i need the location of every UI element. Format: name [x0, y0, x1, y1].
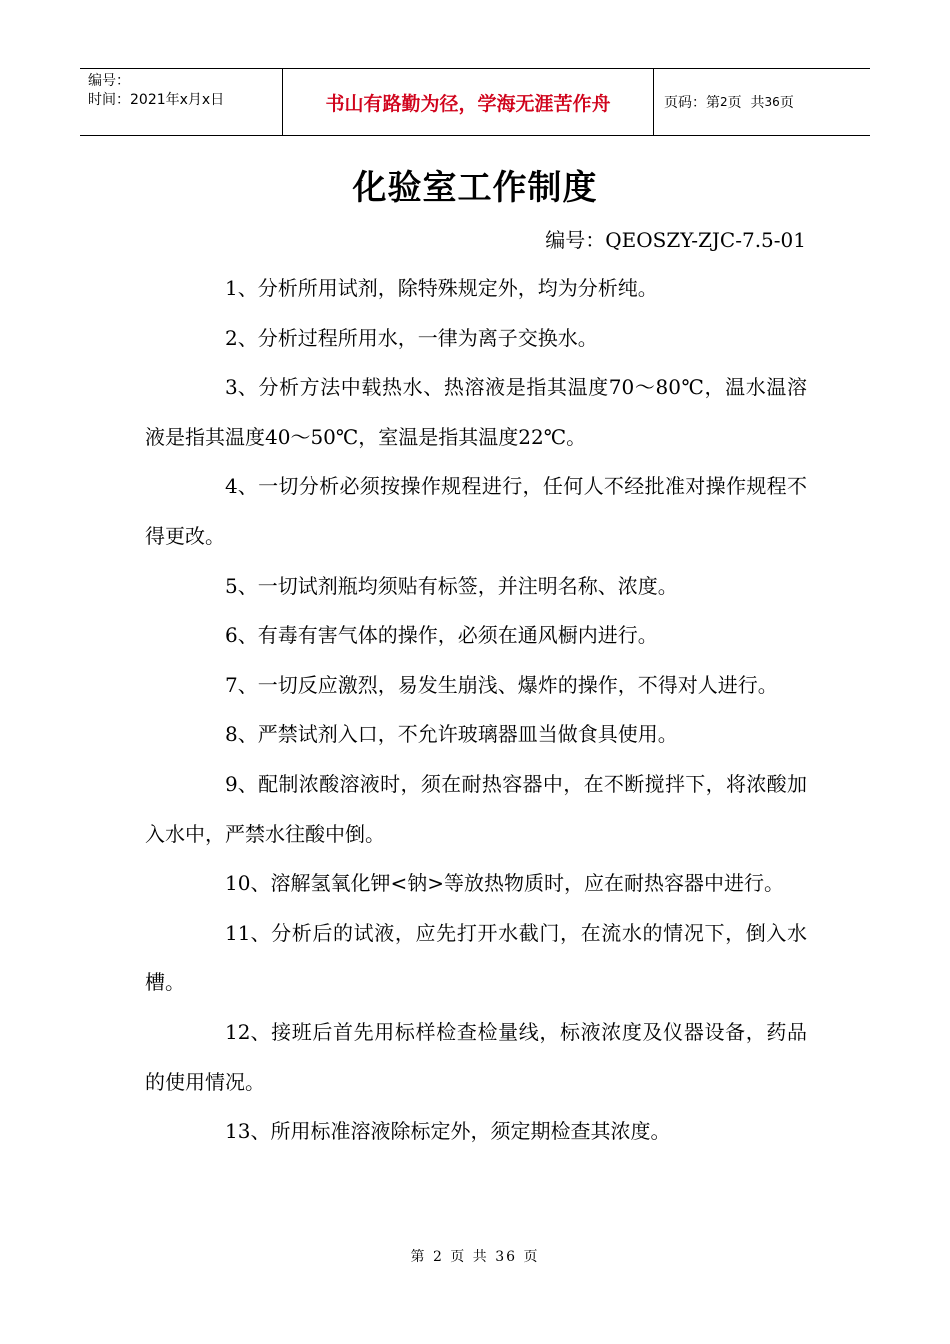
- list-item: [145, 562, 807, 612]
- item-text: 溶解氢氧化钾<钠>等放热物质时，应在耐热容器中进行。: [270, 871, 784, 896]
- item-text: 分析所用试剂，除特殊规定外，均为分析纯。: [257, 276, 658, 300]
- page-footer: 第 2 页 共 36 页: [410, 1249, 540, 1265]
- item-number: 6、: [225, 623, 258, 648]
- header-page-total: 36: [764, 95, 780, 109]
- item-number: 10、: [225, 871, 271, 896]
- list-item: [145, 1008, 807, 1107]
- item-number: 1、: [225, 276, 258, 300]
- list-item: [145, 611, 807, 661]
- list-item: [145, 661, 807, 711]
- item-text: 接班后首先用标样检查检量线，标液浓度及仪器设备，药品的使用情况。: [145, 1019, 807, 1094]
- header-page-current: 2: [720, 95, 728, 109]
- item-text: 分析方法中载热水、热溶液是指其温度70～80℃，温水温溶液是指其温度40～50℃，室温是指其温度22℃。: [145, 375, 807, 449]
- item-number: 12、: [225, 1019, 271, 1044]
- rules-list: [145, 264, 807, 1157]
- header-motto: 书山有路勤为径，学海无涯苦作舟: [282, 69, 654, 135]
- list-item: [145, 859, 807, 909]
- item-number: 9、: [225, 771, 258, 796]
- list-item: [145, 264, 807, 314]
- item-text: 严禁试剂入口，不允许玻璃器皿当做食具使用。: [257, 722, 678, 747]
- item-text: 一切反应激烈，易发生崩浅、爆炸的操作，不得对人进行。: [257, 672, 778, 697]
- document-number: 编号：QEOSZY-ZJC-7.5-01: [545, 228, 806, 252]
- item-text: 配制浓酸溶液时，须在耐热容器中，在不断搅拌下，将浓酸加入水中，严禁水往酸中倒。: [145, 771, 807, 846]
- list-item: [145, 314, 807, 364]
- list-item: [145, 909, 807, 1008]
- item-text: 分析过程所用水，一律为离子交换水。: [257, 325, 598, 350]
- item-text: 分析后的试液，应先打开水截门，在流水的情况下，倒入水槽。: [145, 920, 807, 995]
- item-number: 2、: [225, 325, 258, 350]
- list-item: [145, 462, 807, 561]
- list-item: [145, 363, 807, 462]
- item-number: 11、: [225, 920, 271, 945]
- item-number: 4、: [225, 474, 258, 499]
- item-text: 所用标准溶液除标定外，须定期检查其浓度。: [270, 1119, 671, 1144]
- header-page-label-b: 页 共: [727, 95, 765, 111]
- document-title: 化验室工作制度: [352, 168, 598, 208]
- item-text: 一切试剂瓶均须贴有标签，并注明名称、浓度。: [257, 573, 678, 598]
- item-number: 8、: [225, 722, 258, 747]
- item-number: 3、: [225, 375, 258, 400]
- header-info-cell: [80, 69, 282, 135]
- item-text: 一切分析必须按操作规程进行，任何人不经批准对操作规程不得更改。: [145, 474, 807, 548]
- list-item: [145, 1107, 807, 1157]
- item-number: 5、: [225, 573, 258, 598]
- item-text: 有毒有害气体的操作，必须在通风橱内进行。: [257, 623, 658, 648]
- list-item: [145, 710, 807, 760]
- item-number: 7、: [225, 672, 258, 697]
- header-page-label-c: 页: [779, 95, 794, 111]
- header-page-label-a: 页码：第: [664, 95, 720, 111]
- header-date-label: 时间：2021年x月x日: [88, 92, 225, 108]
- item-number: 13、: [225, 1119, 271, 1144]
- header-page-info: [654, 69, 870, 135]
- header-code-label: 编号：: [88, 73, 130, 89]
- list-item: [145, 760, 807, 859]
- document-header: [80, 68, 870, 136]
